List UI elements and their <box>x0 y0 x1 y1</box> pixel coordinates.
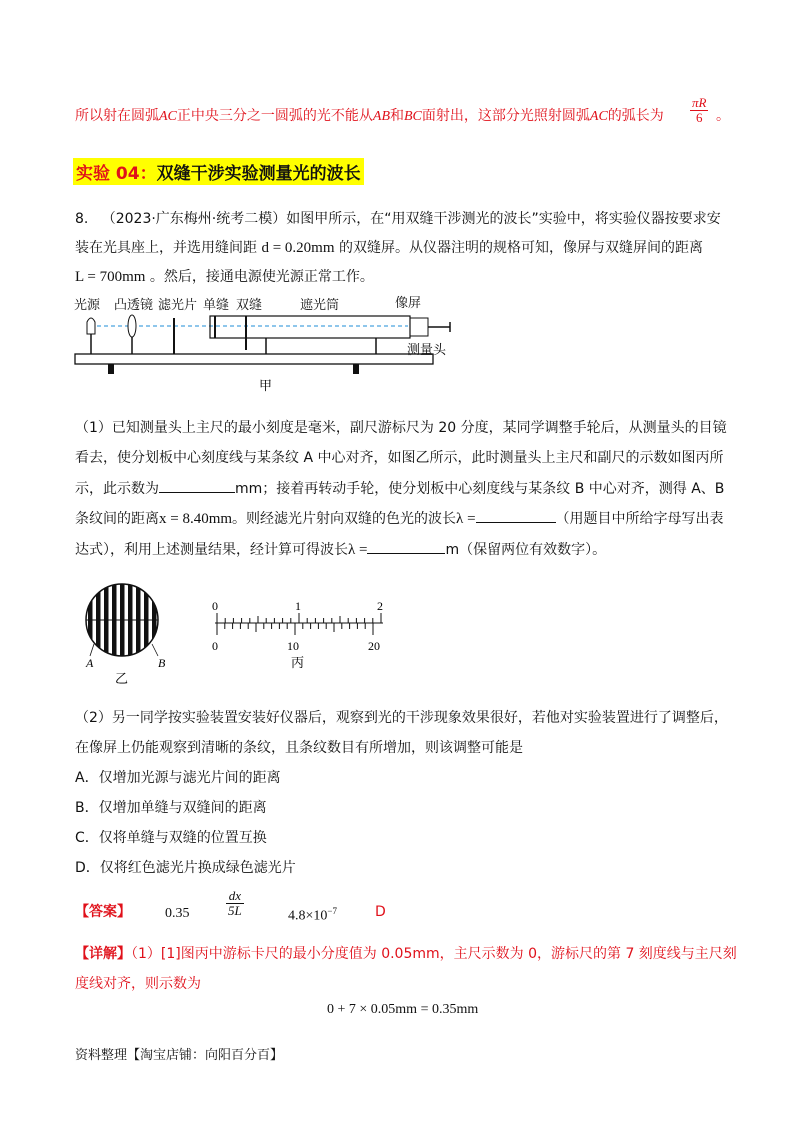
answer-blank-reading[interactable] <box>159 478 235 493</box>
label-double-slit: 双缝 <box>236 298 263 313</box>
answer-label: 【答案】 <box>75 904 131 920</box>
arc-length-fraction <box>690 96 708 125</box>
vernier-tick-0: 0 <box>212 639 218 653</box>
period: 。 <box>716 108 730 124</box>
part2-line2: 在像屏上仍能观察到清晰的条纹，且条纹数目有所增加，则该调整可能是 <box>75 740 523 756</box>
label-light-source: 光源 <box>74 298 101 313</box>
question-stem-line1 <box>75 209 721 229</box>
figure-bing-vernier <box>205 596 395 676</box>
convex-lens <box>128 315 136 337</box>
text: m（保留两位有效数字）。 <box>445 542 607 558</box>
text: 所以射在圆弧 <box>75 108 159 124</box>
arc-label: AC <box>159 109 177 124</box>
frac-den: 5L <box>228 903 242 918</box>
prev-answer-line <box>75 106 664 127</box>
label-single-slit: 单缝 <box>203 298 230 313</box>
label-measuring-head: 测量头 <box>407 343 447 358</box>
text: 。则经滤光片射向双缝的色光的波长 <box>232 511 457 527</box>
question-number: 8. <box>75 211 89 227</box>
figure-caption-yi: 乙 <box>115 672 129 687</box>
frac-num: πR <box>692 95 707 110</box>
L-equation: L = 700mm <box>75 269 146 285</box>
text: 正中央三分之一圆弧的光不能从 <box>176 108 373 124</box>
arc-label: AC <box>589 109 608 124</box>
detail-line2: 度线对齐，则示数为 <box>75 976 201 992</box>
d-equation: d = 0.20mm <box>261 240 335 256</box>
optical-bench <box>75 354 433 364</box>
main-tick-1: 1 <box>295 599 301 613</box>
label-convex-lens: 凸透镜 <box>114 298 154 313</box>
detail-line1 <box>75 944 737 964</box>
option-a[interactable]: A．仅增加光源与滤光片间的距离 <box>75 770 281 786</box>
text: （1）[1]图丙中游标卡尺的最小分度值为 0.05mm，主尺示数为 0，游标尺的第 7 刻度线与主尺刻 <box>131 946 737 962</box>
frac-num: dx <box>226 889 244 904</box>
answer-3 <box>288 906 337 925</box>
figure-yi-fringes <box>72 580 182 690</box>
answer-blank-wavelength[interactable] <box>367 539 445 554</box>
part2-line1: （2）另一同学按实验装置安装好仪器后，观察到光的干涉现象效果很好，若他对实验装置进行了调整后， <box>75 710 728 726</box>
answer-3-base: 4.8×10 <box>288 908 328 924</box>
vernier-tick-10: 10 <box>287 639 299 653</box>
face-label: BC <box>404 109 422 124</box>
main-tick-0: 0 <box>212 599 218 613</box>
shading-tube <box>210 316 410 338</box>
face-label: AB <box>372 109 390 124</box>
detail-equation: 0 + 7 × 0.05mm = 0.35mm <box>327 1002 479 1017</box>
part1-line5 <box>75 539 606 560</box>
vernier-scale <box>217 623 373 635</box>
question-source: （2023·广东梅州·统考二模） <box>101 211 287 227</box>
section-title: 双缝干涉实验测量光的波长 <box>156 164 361 184</box>
option-c[interactable]: C．仅将单缝与双缝的位置互换 <box>75 830 267 846</box>
figure-jia-optical-bench <box>70 292 470 402</box>
lambda-equation: λ = <box>456 511 476 527</box>
part1-line2: 看去，使分划板中心刻度线与某条纹 A 中心对齐，如图乙所示，此时测量头上主尺和副尺的示数如图丙所 <box>75 450 724 466</box>
light-source <box>87 318 95 334</box>
text: 的双缝屏。从仪器注明的规格可知，像屏与双缝屏间的距离 <box>338 240 703 256</box>
text: 示，此示数为 <box>75 481 159 497</box>
answer-2-fraction <box>226 889 244 918</box>
text: （用题目中所给字母写出表 <box>555 511 724 527</box>
question-stem-line2 <box>75 238 703 258</box>
text: 面射出，这部分光照射圆弧 <box>421 108 590 124</box>
fringe-label-a: A <box>86 656 94 670</box>
question-stem-line3 <box>75 267 374 287</box>
vernier-tick-20: 20 <box>368 639 380 653</box>
option-b[interactable]: B．仅增加单缝与双缝间的距离 <box>75 800 267 816</box>
main-tick-2: 2 <box>377 599 383 613</box>
text: 和 <box>390 108 404 124</box>
text: 如图甲所示，在“用双缝干涉测光的波长”实验中，将实验仪器按要求安 <box>286 211 721 227</box>
footer-text: 资料整理【淘宝店铺：向阳百分百】 <box>75 1048 284 1063</box>
detail-label: 【详解】 <box>75 946 131 962</box>
main-scale <box>217 613 381 623</box>
text: 装在光具座上，并选用缝间距 <box>75 240 257 256</box>
x-equation: x = 8.40mm <box>159 511 233 527</box>
label-screen: 像屏 <box>395 296 422 311</box>
lambda-equation: λ = <box>348 542 368 558</box>
answer-1: 0.35 <box>165 906 190 921</box>
answer-3-exp: −7 <box>327 906 337 916</box>
fringe-label-b: B <box>158 656 166 670</box>
figure-caption-bing: 丙 <box>291 656 305 671</box>
section-heading <box>73 158 364 185</box>
text: mm；接着再转动手轮，使分划板中心刻度线与某条纹 B 中心对齐，测得 A、B <box>235 481 725 497</box>
answer-4: D <box>375 904 386 920</box>
text: 达式），利用上述测量结果，经计算可得波长 <box>75 542 348 558</box>
section-label: 实验 04： <box>76 164 157 184</box>
option-d[interactable]: D．仅将红色滤光片换成绿色滤光片 <box>75 860 296 876</box>
part1-line3 <box>75 478 724 499</box>
figure-caption-jia: 甲 <box>259 379 273 394</box>
text: 条纹间的距离 <box>75 511 159 527</box>
text: 的弧长为 <box>607 108 664 124</box>
label-shading-tube: 遮光筒 <box>300 298 340 313</box>
frac-den: 6 <box>695 110 703 125</box>
part1-line4 <box>75 508 724 529</box>
label-filter: 滤光片 <box>158 298 198 313</box>
answer-blank-expression[interactable] <box>476 508 556 523</box>
part1-line1: （1）已知测量头上主尺的最小刻度是毫米，副尺游标尺为 20 分度，某同学调整手轮后，从测量头的目镜 <box>75 420 727 436</box>
text: 。然后，接通电源使光源正常工作。 <box>149 269 374 285</box>
measuring-head <box>410 318 428 336</box>
